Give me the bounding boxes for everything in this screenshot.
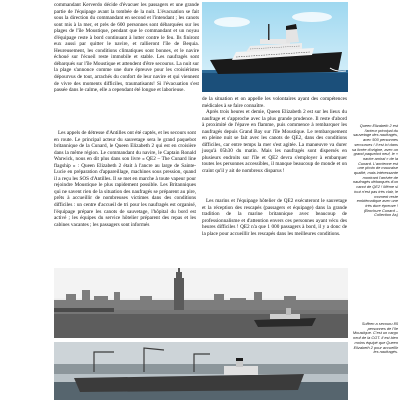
- paragraph: Après trois heures et demie, Queen Elizabeth 2 est sur les lieux du naufrage et s'approche avec la plus grande prudence. Il reste d'abord à proximité de l'épave en flamme, puis commence à rembarquer les naufragés depuis Grand Bay sur l'île Moustique. Le rembarquement en pleine nuit se fait avec les canots de QE2, dans des conditions difficiles, car entre temps la mer s'est agitée. La manœuvre va durer jusqu'à 05h30 du matin. Mais les naufragés sont dispersés en plusieurs endroits sur l'île et QE2 devra s'employer à embarquer toutes les personnes accessibles, il manque beaucoup de monde et on craint qu'il y ait de nombreux disparus !: [202, 109, 347, 175]
- paragraph: Les marins et l'équipage hôtelier de QE2 exécuteront le sauvetage et la réception des rescapés (passagers et équipage) dans la grande tradition de la marine britannique avec beaucoup de professionnalisme et d'attention envers ces personnes ayant vécu des heures difficiles ! QE2 n'a que 1 000 passagers à bord, il y a donc de la place pour accueillir les rescapés dans les meilleures conditions.: [202, 198, 347, 237]
- suffren-cargo-photo: [54, 342, 348, 400]
- paragraph: commandant Kerverdo décide d'évacuer les passagers et une grande partie de l'équipage avant la tombée de la nuit. L'évacuation se fait sous la direction du commandant en second et l'intendant ; les canots sont mis à la mer, et près de 600 personnes sont débarquées sur les plages de l'île Moustique, pendant que le commandant et un noyau d'équipage reste à bord continuant à lutter contre le feu. Ils finiront eux aussi par quitter le navire, et rallieront l'île de Bequia. Heureusement, les conditions climatiques sont bonnes, et le navire échoué sur l'écueil reste immobile et stable. Les naufragés sont débarqués sur l'île Moustique et attendent d'être secourus. La nuit sur la plage s'annonce comme une dure épreuve pour les croisiéristes dépourvus de tout, arrachés du confort de leur navire et qui viennent de vivre des moments difficiles, traumatisants! Si l'évacuation s'est passée dans le calme, elle a cependant été longue et laborieuse.: [54, 2, 199, 94]
- skyline-illustration: [54, 268, 348, 338]
- queen-elizabeth-2-photo: [202, 2, 348, 92]
- ship-illustration: [202, 2, 348, 92]
- suffren-photo-caption: Suffren a secouru 85 personnes de l'île Moustique. C'est un cargo neuf de la CGT. Il est bien moins équipé que Queen Elizabeth 2 pour accueillir les naufragés.: [352, 321, 398, 355]
- article-column-middle: [202, 96, 347, 175]
- article-column-lower: [202, 198, 347, 237]
- new-york-harbor-photo: [54, 268, 348, 338]
- article-column-top: [54, 2, 199, 94]
- cargo-ship-illustration: [54, 342, 348, 400]
- ship-photo-caption: Queen Elizabeth 2 est l'acteur principal du sauvetage des naufragés, avec 500 personnes secourues ! Il est ici dans sa livrée d'origine, avec un grand paquebot neuf, le « navire amiral » de la Cunard. L'ancienne est une photo de mauvaise qualité, mais intéressante montrant l'arrivée de naufragés débarqués d'un canot de QE2 ! Même si tout n'est pas très clair, le moment reste emblématique avec une très dure épreuve ! (Brochure Cunard – Collection As): [352, 123, 398, 218]
- paragraph: de la situation et on appelle les volontaires ayant des compétences médicales à se faire connaître.: [202, 96, 347, 109]
- paragraph: Les appels de détresse d'Antilles ont été captés, et les secours sont en route. Le principal acteur du sauvetage sera le grand paquebot britannique de la Cunard, le Queen Elizabeth 2 qui est en croisière dans la même région. Le commandant du navire, le Captain Ronald Warwick, nous en dit plus dans son livre « QE2 – The Cunard line flagship » : Queen Elizabeth 2 était à l'ancre au large de Sainte-Lucie en préparation d'appareillage, machines sous pression, quand il a reçu les SOS d'Antilles. Il se met en marche à toute vapeur pour rejoindre Moustique le plus rapidement possible. Les Britanniques qui ne savent rien de la situation des naufragés se préparent au pire, prêts à accueillir de nombreuses victimes dans des conditions difficiles : un centre d'accueil de tri pour les naufragés est organisé, l'équipage prépare les canots de sauvetage, l'hôpital du bord est activé ; les équipes du service hôtelier préparent des repas et les cabines vacantes ; les passagers sont informés: [54, 130, 196, 228]
- article-column-left: [54, 130, 196, 228]
